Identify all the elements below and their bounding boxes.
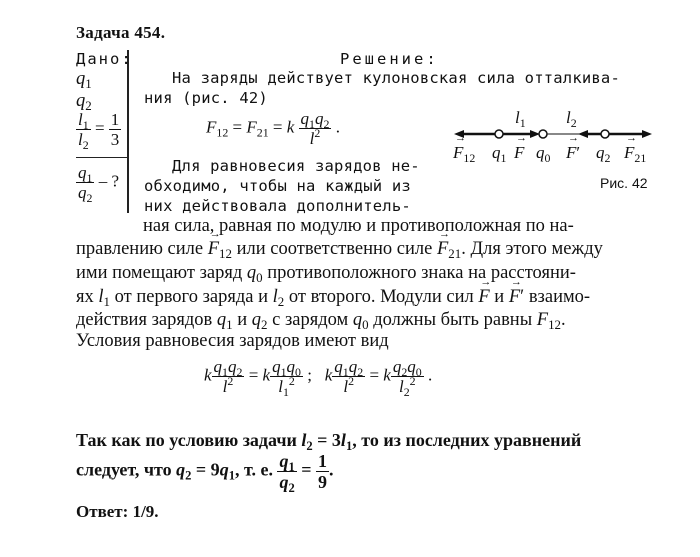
fig-label-F12: → $F_{12}$ xyxy=(453,143,475,163)
given-q2: $q_2$ xyxy=(76,91,92,113)
fig-label-q0: $q_0$ xyxy=(536,143,551,165)
fig-label-F: → F xyxy=(514,143,524,163)
para-equilibrium-line7: ях $l_1$ от первого заряда и $l_2$ от второго. Модули сил → F и → F′ взаимо- xyxy=(76,287,590,308)
given-ratio: $\frac{l_1}{l_2}$ = $\frac{1}{3}$ xyxy=(78,110,120,152)
answer xyxy=(76,502,159,522)
fig-label-l1: $l_1$ xyxy=(515,108,526,130)
para-equilibrium-line2: обходимо, чтобы на каждый из xyxy=(144,177,411,195)
para-equilibrium-line1: Для равновесия зарядов не- xyxy=(172,157,420,175)
para-equilibrium-line6: ими помещают заряд $q_0$ противоположного знака на расстояни- xyxy=(76,263,576,285)
given-q1: $q_1$ xyxy=(76,69,92,91)
para-equilibrium-line5: правлению силе → $F_{12}$ или соответственно силе → $F_{21}$. Для этого между xyxy=(76,239,603,260)
figure-caption: Рис. 42 xyxy=(600,175,648,191)
given-divider-vertical xyxy=(127,50,129,213)
fig-label-F21: → $F_{21}$ xyxy=(624,143,646,163)
solution-header: Решение: xyxy=(340,50,439,68)
fig-label-F-prime: → F′ xyxy=(566,143,580,163)
fig-label-q2: $q_2$ xyxy=(596,143,611,165)
formula-equilibrium: k $\frac{q_1q_2}{l^2}$ = k $\frac{q_1q_0}{l_1^2}$ ; k $\frac{q_1q_2}{l^2}$ = k $\frac{q_2q_0}{l_2^2}$ . xyxy=(204,357,433,399)
given-header: Дано: xyxy=(76,50,133,68)
para-conditions: Условия равновесия зарядов имеют вид xyxy=(76,331,389,351)
fig-label-q1: $q_1$ xyxy=(492,143,507,165)
para-equilibrium-line8: действия зарядов $q_1$ и $q_2$ с зарядом $q_0$ должны быть равны $F_{12}$. xyxy=(76,310,566,332)
solution-intro-line1: На заряды действует кулоновская сила отталкива- xyxy=(172,69,620,87)
formula-coulomb: $F_{12} = F_{21} = k$ $\frac{q_1q_2}{l^2}$ . xyxy=(206,109,340,148)
solution-intro-line2: ния (рис. 42) xyxy=(144,89,268,107)
given-find: $\frac{q_1}{q_2}$ – ? xyxy=(78,163,119,205)
para-equilibrium-line3: них действовала дополнитель- xyxy=(144,197,411,215)
answer-label: Ответ: xyxy=(76,502,129,521)
answer-value: 1/9. xyxy=(132,502,159,521)
para-conclusion-line2: следует, что $q_2 = 9q_1$, т. е. $\frac{q_1}{q_2}$ = $\frac{1}{9}$ . xyxy=(76,451,334,495)
problem-title: Задача 454. xyxy=(76,23,166,42)
given-divider-horizontal xyxy=(76,157,128,158)
para-equilibrium-line4: ная сила, равная по модулю и противоположная по на- xyxy=(143,216,574,236)
fig-label-l2: $l_2$ xyxy=(566,108,577,130)
para-conclusion-line1: Так как по условию задачи $l_2 = 3l_1$, то из последних уравнений xyxy=(76,430,582,453)
